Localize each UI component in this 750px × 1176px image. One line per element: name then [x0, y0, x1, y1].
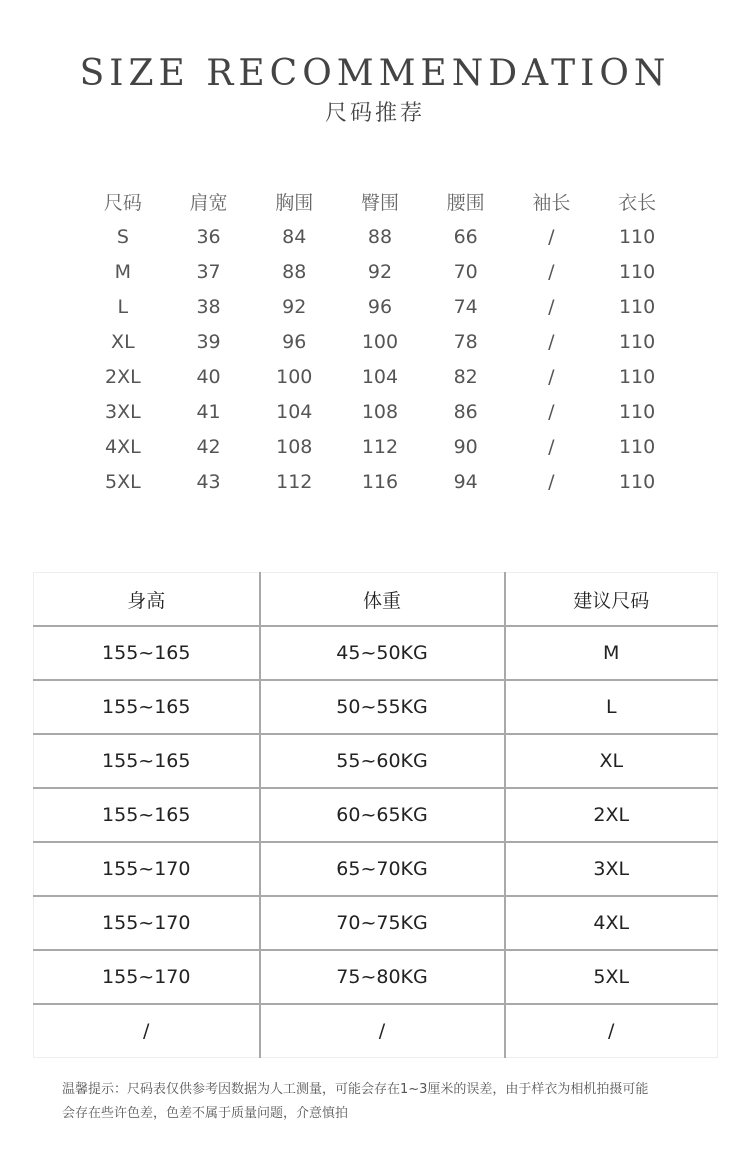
- table-cell: 42: [196, 435, 221, 458]
- table-cell: 112: [276, 470, 313, 493]
- recommendation-header-row: [34, 573, 718, 627]
- table-cell: 155~165: [34, 788, 260, 842]
- table-cell: 40: [196, 365, 221, 388]
- table-cell: 155~165: [34, 734, 260, 788]
- table-cell: 100: [361, 330, 399, 353]
- table-cell: /: [548, 435, 555, 458]
- header-size: 尺码: [103, 192, 142, 214]
- header-waist: 腰围: [446, 192, 485, 214]
- table-cell: 84: [282, 225, 307, 248]
- table-cell: XL: [111, 330, 135, 353]
- table-cell: 94: [453, 470, 478, 493]
- table-cell: L: [117, 295, 129, 318]
- table-cell: 39: [196, 330, 221, 353]
- table-cell: 155~165: [34, 680, 260, 734]
- table-cell: 36: [196, 225, 221, 248]
- table-cell: /: [548, 225, 555, 248]
- table-row: [34, 788, 718, 842]
- table-cell: /: [548, 365, 555, 388]
- table-cell: 4XL: [105, 435, 141, 458]
- table-cell: 88: [282, 260, 307, 283]
- table-cell: 74: [453, 295, 478, 318]
- size-chart-header-row: [80, 184, 680, 219]
- table-cell: 3XL: [105, 400, 141, 423]
- table-cell: 70~75KG: [260, 896, 505, 950]
- table-cell: 155~170: [34, 896, 260, 950]
- table-cell: 45~50KG: [260, 626, 505, 680]
- table-cell: 110: [618, 470, 656, 493]
- table-cell: 82: [453, 365, 478, 388]
- table-cell: 60~65KG: [260, 788, 505, 842]
- table-cell: 155~170: [34, 842, 260, 896]
- table-cell: 37: [196, 260, 221, 283]
- table-cell: M: [114, 260, 132, 283]
- table-cell: 70: [453, 260, 478, 283]
- table-row: [34, 950, 718, 1004]
- table-row: [34, 1004, 718, 1058]
- table-cell: 78: [453, 330, 478, 353]
- table-row: [34, 734, 718, 788]
- disclaimer-line-2: 会存在些许色差，色差不属于质量问题，介意慎拍: [62, 1106, 349, 1121]
- table-cell: 88: [367, 225, 393, 248]
- table-cell: 86: [453, 400, 478, 423]
- table-row: [80, 394, 680, 429]
- table-row: [80, 219, 680, 254]
- table-cell: 104: [276, 400, 313, 423]
- table-cell: /: [548, 295, 555, 318]
- table-cell: /: [548, 400, 555, 423]
- table-cell: 108: [276, 435, 313, 458]
- table-cell: 92: [282, 295, 307, 318]
- page-subtitle: 尺码推荐: [324, 101, 425, 126]
- table-cell: 3XL: [505, 842, 718, 896]
- table-cell: 112: [361, 435, 399, 458]
- table-row: [80, 464, 680, 499]
- table-cell: /: [548, 470, 555, 493]
- table-cell: 110: [618, 260, 656, 283]
- table-cell: /: [505, 1004, 718, 1058]
- table-cell: 92: [367, 260, 393, 283]
- table-row: [34, 896, 718, 950]
- table-cell: S: [116, 225, 129, 248]
- disclaimer-note: [62, 1078, 702, 1126]
- table-cell: 65~70KG: [260, 842, 505, 896]
- header-hip: 臀围: [360, 192, 399, 214]
- size-chart-table: [80, 184, 680, 499]
- table-cell: M: [505, 626, 718, 680]
- table-cell: L: [505, 680, 718, 734]
- table-cell: 96: [367, 295, 393, 318]
- table-cell: 155~165: [34, 626, 260, 680]
- header-weight: 体重: [260, 573, 505, 627]
- table-cell: /: [260, 1004, 505, 1058]
- table-cell: 110: [618, 330, 656, 353]
- table-cell: 5XL: [105, 470, 141, 493]
- table-cell: /: [548, 330, 555, 353]
- header-height: 身高: [34, 573, 260, 627]
- table-cell: 5XL: [505, 950, 718, 1004]
- table-cell: 100: [276, 365, 313, 388]
- table-row: [80, 289, 680, 324]
- table-cell: 4XL: [505, 896, 718, 950]
- table-row: [34, 680, 718, 734]
- table-cell: XL: [505, 734, 718, 788]
- table-cell: 50~55KG: [260, 680, 505, 734]
- table-cell: 108: [361, 400, 399, 423]
- table-cell: 104: [361, 365, 399, 388]
- recommendation-table: [33, 572, 718, 1058]
- table-cell: 2XL: [505, 788, 718, 842]
- header-sleeve: 袖长: [532, 192, 571, 214]
- table-row: [80, 254, 680, 289]
- table-cell: 2XL: [105, 365, 141, 388]
- table-cell: /: [34, 1004, 260, 1058]
- table-cell: 110: [618, 225, 656, 248]
- table-cell: 66: [453, 225, 478, 248]
- table-cell: 43: [196, 470, 221, 493]
- table-cell: 75~80KG: [260, 950, 505, 1004]
- table-cell: /: [548, 260, 555, 283]
- table-cell: 155~170: [34, 950, 260, 1004]
- header-length: 衣长: [618, 192, 657, 214]
- table-cell: 96: [282, 330, 307, 353]
- table-cell: 90: [453, 435, 478, 458]
- disclaimer-line-1: 温馨提示：尺码表仅供参考因数据为人工测量，可能会存在1~3厘米的误差，由于样衣为相机拍摄可能: [62, 1082, 649, 1097]
- table-cell: 110: [618, 435, 656, 458]
- table-row: [80, 359, 680, 394]
- header-suggested-size: 建议尺码: [505, 573, 718, 627]
- table-cell: 110: [618, 365, 656, 388]
- table-cell: 38: [196, 295, 221, 318]
- table-cell: 116: [361, 470, 399, 493]
- table-row: [80, 429, 680, 464]
- page-title: SIZE RECOMMENDATION: [79, 53, 671, 94]
- table-cell: 110: [618, 400, 656, 423]
- header-chest: 胸围: [275, 192, 314, 214]
- table-cell: 55~60KG: [260, 734, 505, 788]
- table-row: [34, 842, 718, 896]
- header-shoulder: 肩宽: [189, 192, 228, 214]
- table-row: [80, 324, 680, 359]
- table-cell: 41: [196, 400, 221, 423]
- table-cell: 110: [618, 295, 656, 318]
- table-row: [34, 626, 718, 680]
